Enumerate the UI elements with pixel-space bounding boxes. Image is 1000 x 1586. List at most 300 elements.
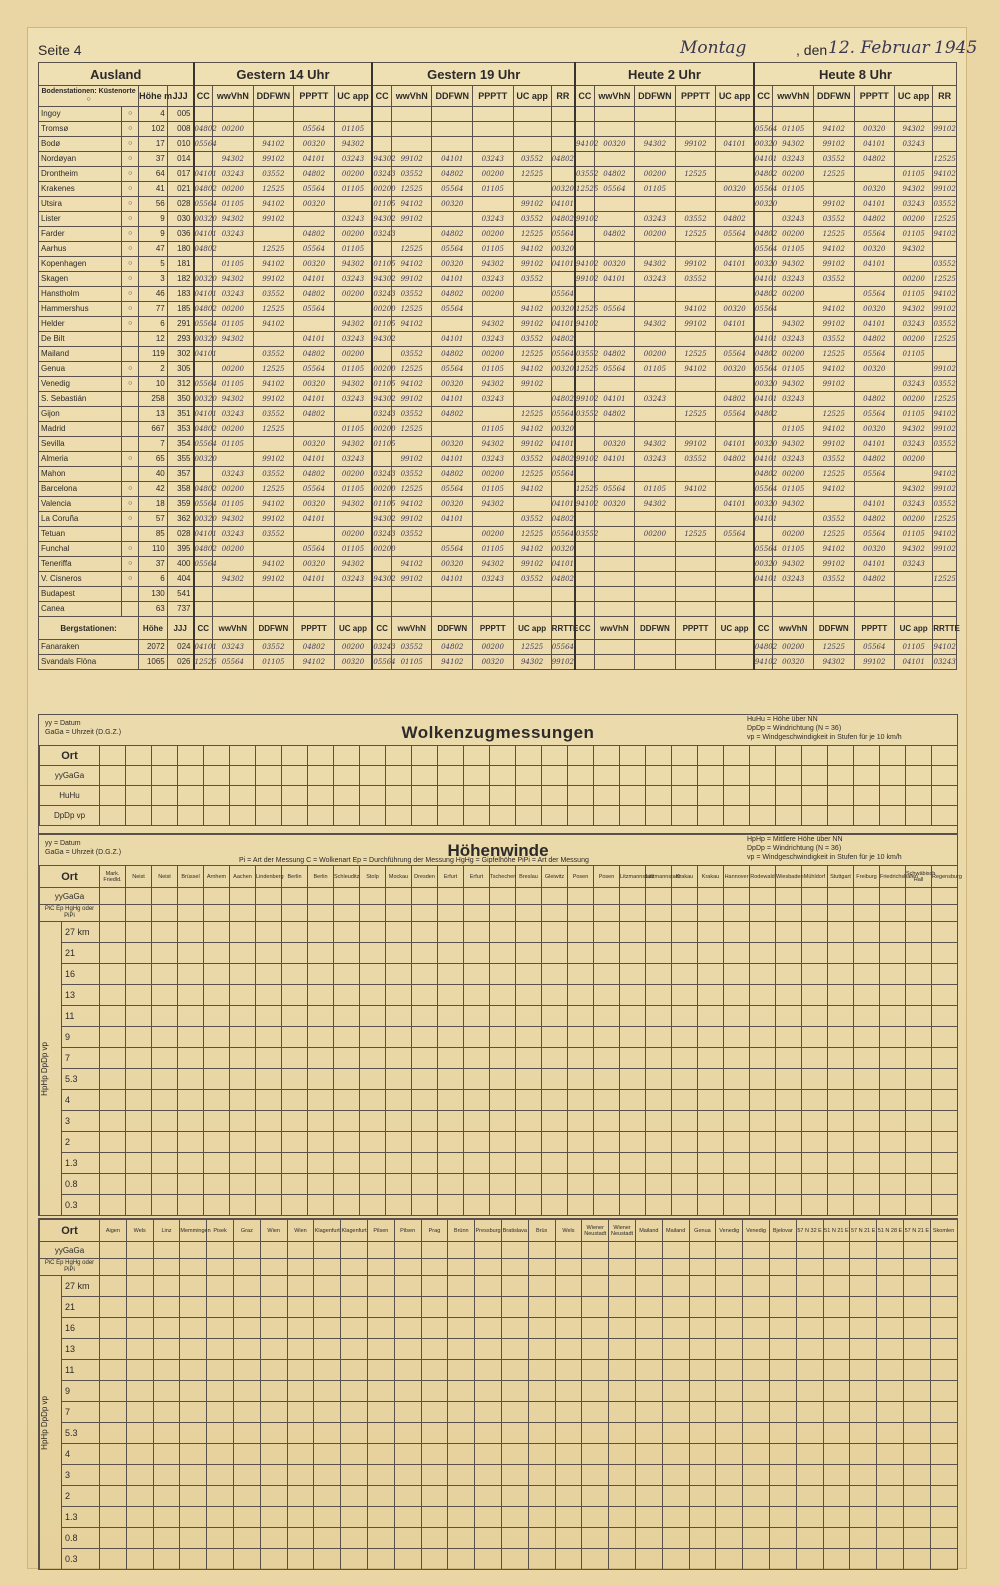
obs-cell: 12525	[575, 362, 594, 377]
legend-line: vp = Windgeschwindigkeit in Stufen für je 10 km/h	[747, 854, 902, 861]
hw-level-row	[40, 1402, 958, 1423]
station-row	[39, 137, 957, 152]
hw-cell	[334, 985, 360, 1006]
wolken-row	[40, 786, 958, 806]
hw-cell	[716, 1528, 743, 1549]
obs-cell: 00200	[473, 227, 514, 242]
station-jjj: 026	[167, 655, 193, 670]
hw-cell	[207, 1297, 234, 1318]
hw-cell	[334, 943, 360, 964]
hw-cell	[672, 943, 698, 964]
obs-cell: 00320	[473, 655, 514, 670]
jjj-column-header: JJJ	[167, 86, 193, 107]
obs-cell: 99102	[391, 512, 432, 527]
obs-cell: 00320	[551, 542, 575, 557]
site-name: Berlin	[308, 866, 334, 888]
obs-cell: 00200	[334, 167, 372, 182]
obs-cell: 04101	[754, 572, 773, 587]
hw-cell	[314, 1297, 341, 1318]
obs-cell: 99102	[513, 197, 551, 212]
obs-cell: 00320	[594, 437, 635, 452]
hw-cell	[100, 1195, 126, 1216]
obs-cell: 03243	[334, 572, 372, 587]
hw-cell	[932, 1027, 958, 1048]
hw-cell	[850, 1528, 877, 1549]
hw-cell	[180, 1402, 207, 1423]
site-name: Bratislava	[501, 1220, 528, 1242]
obs-cell: 03552	[575, 407, 594, 422]
hw-cell	[828, 1153, 854, 1174]
hw-cell	[724, 922, 750, 943]
obs-cell: 05564	[754, 362, 773, 377]
obs-cell: 03243	[933, 655, 957, 670]
hw-cell	[152, 905, 178, 922]
hw-cell	[582, 1318, 609, 1339]
hw-cell	[850, 1486, 877, 1507]
hw-cell	[620, 964, 646, 985]
obs-cell	[575, 512, 594, 527]
hw-cell	[932, 1153, 958, 1174]
hw-cell	[743, 1528, 770, 1549]
legend-line: GaGa = Uhrzeit (D.G.Z.)	[45, 849, 122, 856]
obs-column-header: wwVhN	[773, 86, 814, 107]
hw-cell	[287, 1528, 314, 1549]
hw-cell	[260, 1318, 287, 1339]
station-row	[39, 392, 957, 407]
obs-cell: 00320	[294, 557, 335, 572]
hw-cell	[635, 1423, 662, 1444]
obs-cell: 99102	[513, 317, 551, 332]
hw-cell	[698, 1174, 724, 1195]
wolken-cell	[854, 746, 880, 766]
station-height: 47	[139, 242, 168, 257]
obs-cell: 94302	[635, 437, 676, 452]
obs-cell	[814, 182, 855, 197]
hw-cell	[516, 985, 542, 1006]
obs-cell: 04101	[594, 392, 635, 407]
obs-cell: 12525	[814, 227, 855, 242]
obs-cell: 01105	[334, 542, 372, 557]
hw-cell	[528, 1360, 555, 1381]
hw-cell	[854, 1174, 880, 1195]
hw-cell	[126, 922, 152, 943]
hw-cell	[308, 1006, 334, 1027]
obs-cell	[716, 572, 754, 587]
obs-cell: 00320	[432, 377, 473, 392]
hw-cell	[662, 1360, 689, 1381]
obs-cell: 94302	[473, 437, 514, 452]
obs-cell: 05564	[194, 497, 213, 512]
hw-cell	[334, 922, 360, 943]
hw-cell	[438, 905, 464, 922]
wolken-cell	[698, 766, 724, 786]
obs-cell: 01105	[773, 362, 814, 377]
hw-cell	[287, 1259, 314, 1276]
hw-cell	[367, 1339, 394, 1360]
obs-cell	[754, 602, 773, 617]
obs-cell	[432, 107, 473, 122]
wolken-cell	[282, 746, 308, 766]
obs-cell: 94102	[391, 317, 432, 332]
hw-cell	[932, 888, 958, 905]
hw-cell	[646, 1132, 672, 1153]
station-name: V. Cisneros	[39, 572, 122, 587]
obs-cell: 04101	[854, 497, 895, 512]
hw-cell	[582, 1242, 609, 1259]
obs-cell	[253, 332, 294, 347]
hw-cell	[880, 1195, 906, 1216]
station-row	[39, 257, 957, 272]
wolken-cell	[334, 766, 360, 786]
hw-cell	[716, 1507, 743, 1528]
hw-cell	[594, 1195, 620, 1216]
hw-cell	[386, 1153, 412, 1174]
obs-cell: 05564	[854, 287, 895, 302]
hw-cell	[260, 1444, 287, 1465]
obs-cell: 00200	[334, 227, 372, 242]
obs-cell	[294, 317, 335, 332]
year: 1945	[934, 38, 978, 58]
hw-cell	[877, 1339, 904, 1360]
hw-cell	[341, 1381, 368, 1402]
obs-cell: 94102	[814, 362, 855, 377]
hw-cell	[475, 1507, 502, 1528]
hw-cell	[475, 1549, 502, 1570]
hw-cell	[256, 1006, 282, 1027]
coast-marker	[122, 467, 139, 482]
obs-cell: 94102	[754, 655, 773, 670]
wolken-cell	[282, 806, 308, 826]
hw-cell	[501, 1444, 528, 1465]
hw-cell	[930, 1549, 957, 1570]
obs-cell: 99102	[933, 182, 957, 197]
hw-cell	[204, 985, 230, 1006]
obs-cell: 03552	[933, 257, 957, 272]
hw-cell	[880, 985, 906, 1006]
hw-cell	[698, 1195, 724, 1216]
obs-cell	[551, 272, 575, 287]
station-name: Helder	[39, 317, 122, 332]
hw-cell	[555, 1242, 582, 1259]
obs-cell: 03243	[895, 137, 933, 152]
hw-cell	[412, 943, 438, 964]
station-name: Gijon	[39, 407, 122, 422]
obs-cell: 00200	[473, 167, 514, 182]
hw-cell	[646, 905, 672, 922]
hw-cell	[100, 1174, 126, 1195]
hw-cell	[341, 1339, 368, 1360]
coast-marker: ○	[122, 512, 139, 527]
hw-cell	[207, 1507, 234, 1528]
obs-cell: 94302	[213, 272, 254, 287]
hw-cell	[207, 1486, 234, 1507]
hw-cell	[412, 1048, 438, 1069]
hw-cell	[877, 1528, 904, 1549]
hw-cell	[230, 1069, 256, 1090]
level-label: 16	[62, 964, 100, 985]
obs-cell	[294, 587, 335, 602]
hw-cell	[582, 1259, 609, 1276]
hw-cell	[152, 1153, 178, 1174]
obs-cell	[575, 287, 594, 302]
hw-cell	[412, 1174, 438, 1195]
hw-cell	[334, 888, 360, 905]
hw-level-row	[40, 1297, 958, 1318]
hw-cell	[932, 1048, 958, 1069]
hw-cell	[568, 1090, 594, 1111]
hw-cell	[850, 1423, 877, 1444]
obs-cell	[754, 317, 773, 332]
hw-cell	[464, 1027, 490, 1048]
obs-cell	[635, 572, 676, 587]
hw-cell	[823, 1402, 850, 1423]
obs-cell: 05564	[754, 182, 773, 197]
level-label: 3	[62, 1465, 100, 1486]
station-name: Teneriffa	[39, 557, 122, 572]
hw-cell	[542, 1006, 568, 1027]
hw-cell	[314, 1318, 341, 1339]
hw-cell	[126, 1549, 153, 1570]
hw-cell	[314, 1507, 341, 1528]
coast-marker: ○	[122, 377, 139, 392]
hw-cell	[282, 1174, 308, 1195]
obs-cell: 01105	[213, 437, 254, 452]
wolken-cell	[906, 806, 932, 826]
station-name: Bodø	[39, 137, 122, 152]
hw-cell	[501, 1318, 528, 1339]
hw-cell	[260, 1507, 287, 1528]
station-row	[39, 332, 957, 347]
hw-cell	[153, 1360, 180, 1381]
hw-cell	[421, 1402, 448, 1423]
hw-cell	[490, 1048, 516, 1069]
obs-cell: 05564	[716, 227, 754, 242]
obs-cell: 04802	[294, 227, 335, 242]
wolken-cell	[620, 806, 646, 826]
hw-cell	[464, 1069, 490, 1090]
obs-cell	[253, 587, 294, 602]
hw-cell	[367, 1528, 394, 1549]
obs-cell: 00320	[294, 437, 335, 452]
obs-cell: 05564	[716, 407, 754, 422]
obs-cell: 00320	[754, 137, 773, 152]
hw-cell	[769, 1444, 796, 1465]
station-row	[39, 272, 957, 287]
hw-cell	[386, 888, 412, 905]
hoehe-column-header: Höhe m	[139, 86, 168, 107]
hw-cell	[448, 1402, 475, 1423]
obs-cell: 00200	[334, 467, 372, 482]
hw-cell	[464, 943, 490, 964]
hw-cell	[180, 1339, 207, 1360]
obs-cell: 04101	[854, 257, 895, 272]
hw-cell	[854, 1111, 880, 1132]
hw-cell	[568, 1132, 594, 1153]
level-label: 5.3	[62, 1423, 100, 1444]
obs-cell	[473, 137, 514, 152]
hw-cell	[516, 943, 542, 964]
obs-cell	[854, 602, 895, 617]
station-name: Canea	[39, 602, 122, 617]
obs-cell: 04802	[551, 452, 575, 467]
hw-cell	[698, 943, 724, 964]
hw-cell	[582, 1276, 609, 1297]
station-height: 41	[139, 182, 168, 197]
obs-cell	[716, 557, 754, 572]
obs-cell: 04802	[432, 407, 473, 422]
obs-cell: 05564	[754, 122, 773, 137]
obs-cell: 94102	[814, 422, 855, 437]
obs-cell: 01105	[773, 422, 814, 437]
obs-cell	[334, 602, 372, 617]
hw-cell	[854, 1090, 880, 1111]
hw-cell	[464, 1111, 490, 1132]
hw-cell	[334, 1027, 360, 1048]
hw-cell	[620, 1174, 646, 1195]
obs-cell: 00320	[432, 497, 473, 512]
obs-cell: 12525	[933, 212, 957, 227]
wolken-table	[39, 745, 958, 826]
hw-cell	[568, 1195, 594, 1216]
hw-cell	[448, 1242, 475, 1259]
site-name: Mühldorf	[802, 866, 828, 888]
station-height: 37	[139, 557, 168, 572]
hw-cell	[724, 1090, 750, 1111]
hw-cell	[823, 1297, 850, 1318]
hw-cell	[776, 1027, 802, 1048]
wolken-cell	[880, 786, 906, 806]
wolken-cell	[828, 786, 854, 806]
obs-cell	[334, 197, 372, 212]
obs-cell	[473, 122, 514, 137]
hw-cell	[689, 1486, 716, 1507]
hw-cell	[256, 888, 282, 905]
obs-cell: 94302	[895, 422, 933, 437]
hw-level-row	[40, 1132, 958, 1153]
hw-cell	[689, 1297, 716, 1318]
hw-level-row	[40, 1027, 958, 1048]
obs-cell	[194, 362, 213, 377]
hw-cell	[850, 1276, 877, 1297]
berg-column-header: UC app	[513, 617, 551, 640]
site-name: Wels	[555, 1220, 582, 1242]
level-label: 21	[62, 1297, 100, 1318]
obs-cell	[854, 272, 895, 287]
obs-cell	[473, 587, 514, 602]
hw-cell	[823, 1242, 850, 1259]
hw-level-row	[40, 1444, 958, 1465]
site-name: 57 N 32 E	[796, 1220, 823, 1242]
legend-line: GaGa = Uhrzeit (D.G.Z.)	[45, 729, 122, 736]
obs-cell	[432, 602, 473, 617]
obs-cell: 01105	[473, 362, 514, 377]
obs-cell: 01105	[635, 362, 676, 377]
hoehenwinde-section-2	[38, 1218, 958, 1570]
hw-cell	[568, 1048, 594, 1069]
hw-cell	[287, 1423, 314, 1444]
hw-cell	[438, 1006, 464, 1027]
hw-cell	[823, 1276, 850, 1297]
hw-cell	[582, 1402, 609, 1423]
hw-cell	[620, 1111, 646, 1132]
hw-cell	[448, 1465, 475, 1486]
hw-cell	[698, 1006, 724, 1027]
wolken-cell	[178, 766, 204, 786]
site-name: Tschechen	[490, 866, 516, 888]
hw-cell	[828, 922, 854, 943]
hw-cell	[490, 964, 516, 985]
obs-cell: 00200	[895, 272, 933, 287]
wolken-cell	[308, 766, 334, 786]
obs-cell: 03243	[895, 437, 933, 452]
obs-cell	[754, 107, 773, 122]
hw-cell	[233, 1423, 260, 1444]
obs-cell: 05564	[294, 182, 335, 197]
obs-cell	[754, 587, 773, 602]
hw-cell	[260, 1259, 287, 1276]
obs-cell	[594, 197, 635, 212]
hw-cell	[724, 1195, 750, 1216]
hw-cell	[582, 1486, 609, 1507]
hw-cell	[360, 1111, 386, 1132]
hw-cell	[256, 1027, 282, 1048]
obs-cell: 00320	[194, 212, 213, 227]
hw-cell	[287, 1486, 314, 1507]
site-name: 51 N 21 E	[823, 1220, 850, 1242]
hw-cell	[153, 1402, 180, 1423]
station-row	[39, 287, 957, 302]
berg-column-header: wwVhN	[391, 617, 432, 640]
hw-cell	[743, 1381, 770, 1402]
station-name: Farder	[39, 227, 122, 242]
obs-cell	[575, 587, 594, 602]
site-name: Wels	[126, 1220, 153, 1242]
hw-level-row	[40, 1465, 958, 1486]
hw-level-row	[40, 1153, 958, 1174]
obs-cell: 94102	[513, 482, 551, 497]
obs-cell: 03243	[473, 152, 514, 167]
obs-cell: 01105	[372, 257, 391, 272]
station-height: 46	[139, 287, 168, 302]
hw-cell	[448, 1360, 475, 1381]
hw-cell	[287, 1360, 314, 1381]
hw-cell	[501, 1259, 528, 1276]
obs-cell: 00200	[635, 167, 676, 182]
obs-cell: 04101	[895, 655, 933, 670]
berg-column-header: CC	[194, 617, 213, 640]
obs-cell: 00320	[854, 302, 895, 317]
station-row	[39, 377, 957, 392]
coast-marker	[122, 422, 139, 437]
hw-cell	[360, 888, 386, 905]
hw-cell	[620, 1153, 646, 1174]
obs-cell: 00320	[854, 422, 895, 437]
obs-cell: 04101	[716, 137, 754, 152]
obs-cell	[294, 527, 335, 542]
axis-label	[40, 922, 62, 1216]
obs-cell	[513, 122, 551, 137]
hw-cell	[609, 1402, 636, 1423]
hw-cell	[394, 1423, 421, 1444]
site-name: Breslau	[516, 866, 542, 888]
obs-cell: 04101	[594, 272, 635, 287]
hw-cell	[490, 922, 516, 943]
hw-cell	[802, 1090, 828, 1111]
wolken-cell	[802, 746, 828, 766]
wolken-cell	[646, 806, 672, 826]
hw-cell	[126, 985, 152, 1006]
site-name: Mark. Friedld.	[100, 866, 126, 888]
